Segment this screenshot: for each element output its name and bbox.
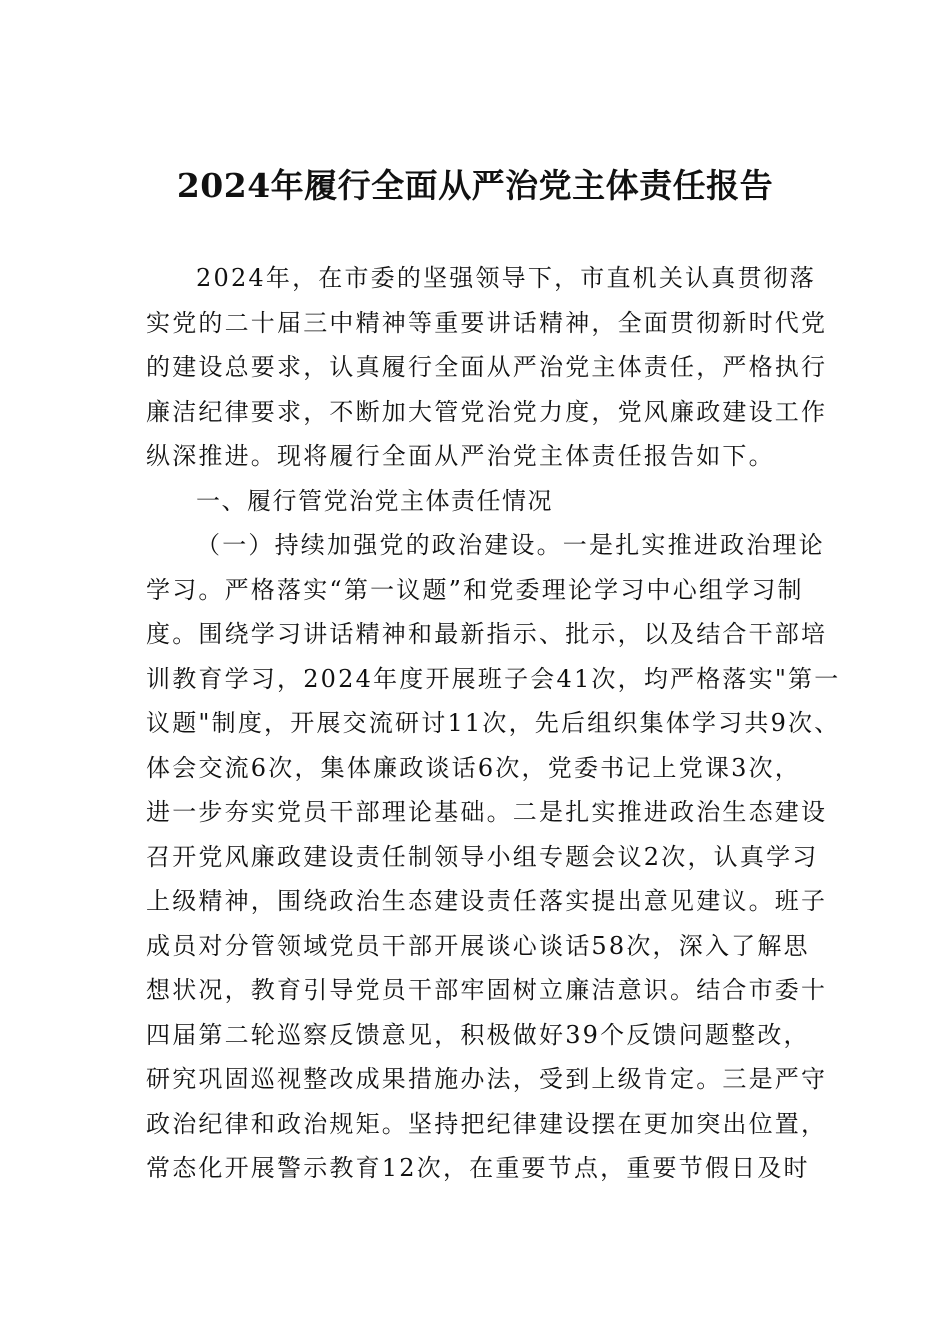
- subsection-line-4: 训教育学习，2024年度开展班子会41次，均严格落实"第一: [146, 664, 841, 693]
- subsection-line-12: 四届第二轮巡察反馈意见，积极做好39个反馈问题整改，: [146, 1020, 810, 1049]
- subsection-line-11: 想状况，教育引导党员干部牢固树立廉洁意识。结合市委十: [146, 976, 828, 1004]
- subsection-line-9: 上级精神，围绕政治生态建设责任落实提出意见建议。班子: [146, 887, 828, 915]
- subsection-line-5: 议题"制度，开展交流研讨11次，先后组织集体学习共9次、: [146, 709, 841, 737]
- subsection-line-6: 体会交流6次，集体廉政谈话6次，党委书记上党课3次，: [146, 753, 802, 782]
- document-title: 2024年履行全面从严治党主体责任报告: [176, 166, 774, 205]
- section-heading-1: 一、履行管党治党主体责任情况: [196, 486, 553, 515]
- paragraph-intro-line-5: 纵深推进。现将履行全面从严治党主体责任报告如下。: [146, 442, 775, 470]
- paragraph-intro-line-4: 廉洁纪律要求，不断加大管党治党力度，党风廉政建设工作: [146, 397, 828, 426]
- subsection-line-10: 成员对分管领域党员干部开展谈心谈话58次，深入了解思: [146, 931, 810, 960]
- subsection-line-14: 政治纪律和政治规矩。坚持把纪律建设摆在更加突出位置，: [146, 1109, 828, 1138]
- subsection-line-7: 进一步夯实党员干部理论基础。二是扎实推进政治生态建设: [146, 798, 828, 826]
- paragraph-intro-line-3: 的建设总要求，认真履行全面从严治党主体责任，严格执行: [146, 353, 828, 381]
- paragraph-intro-line-1: 2024年，在市委的坚强领导下，市直机关认真贯彻落: [196, 264, 817, 292]
- subsection-line-2: 学习。严格落实“第一议题”和党委理论学习中心组学习制: [146, 575, 804, 604]
- subsection-line-13: 研究巩固巡视整改成果措施办法，受到上级肯定。三是严守: [146, 1065, 828, 1093]
- subsection-line-8: 召开党风廉政建设责任制领导小组专题会议2次，认真学习: [146, 842, 819, 871]
- document-body: [146, 256, 841, 1191]
- paragraph-intro-line-2: 实党的二十届三中精神等重要讲话精神，全面贯彻新时代党: [146, 308, 828, 337]
- subsection-line-15: 常态化开展警示教育12次，在重要节点，重要节假日及时: [146, 1154, 810, 1182]
- subsection-line-1: （一）持续加强党的政治建设。一是扎实推进政治理论: [196, 531, 825, 559]
- subsection-line-3: 度。围绕学习讲话精神和最新指示、批示，以及结合干部培: [146, 620, 828, 648]
